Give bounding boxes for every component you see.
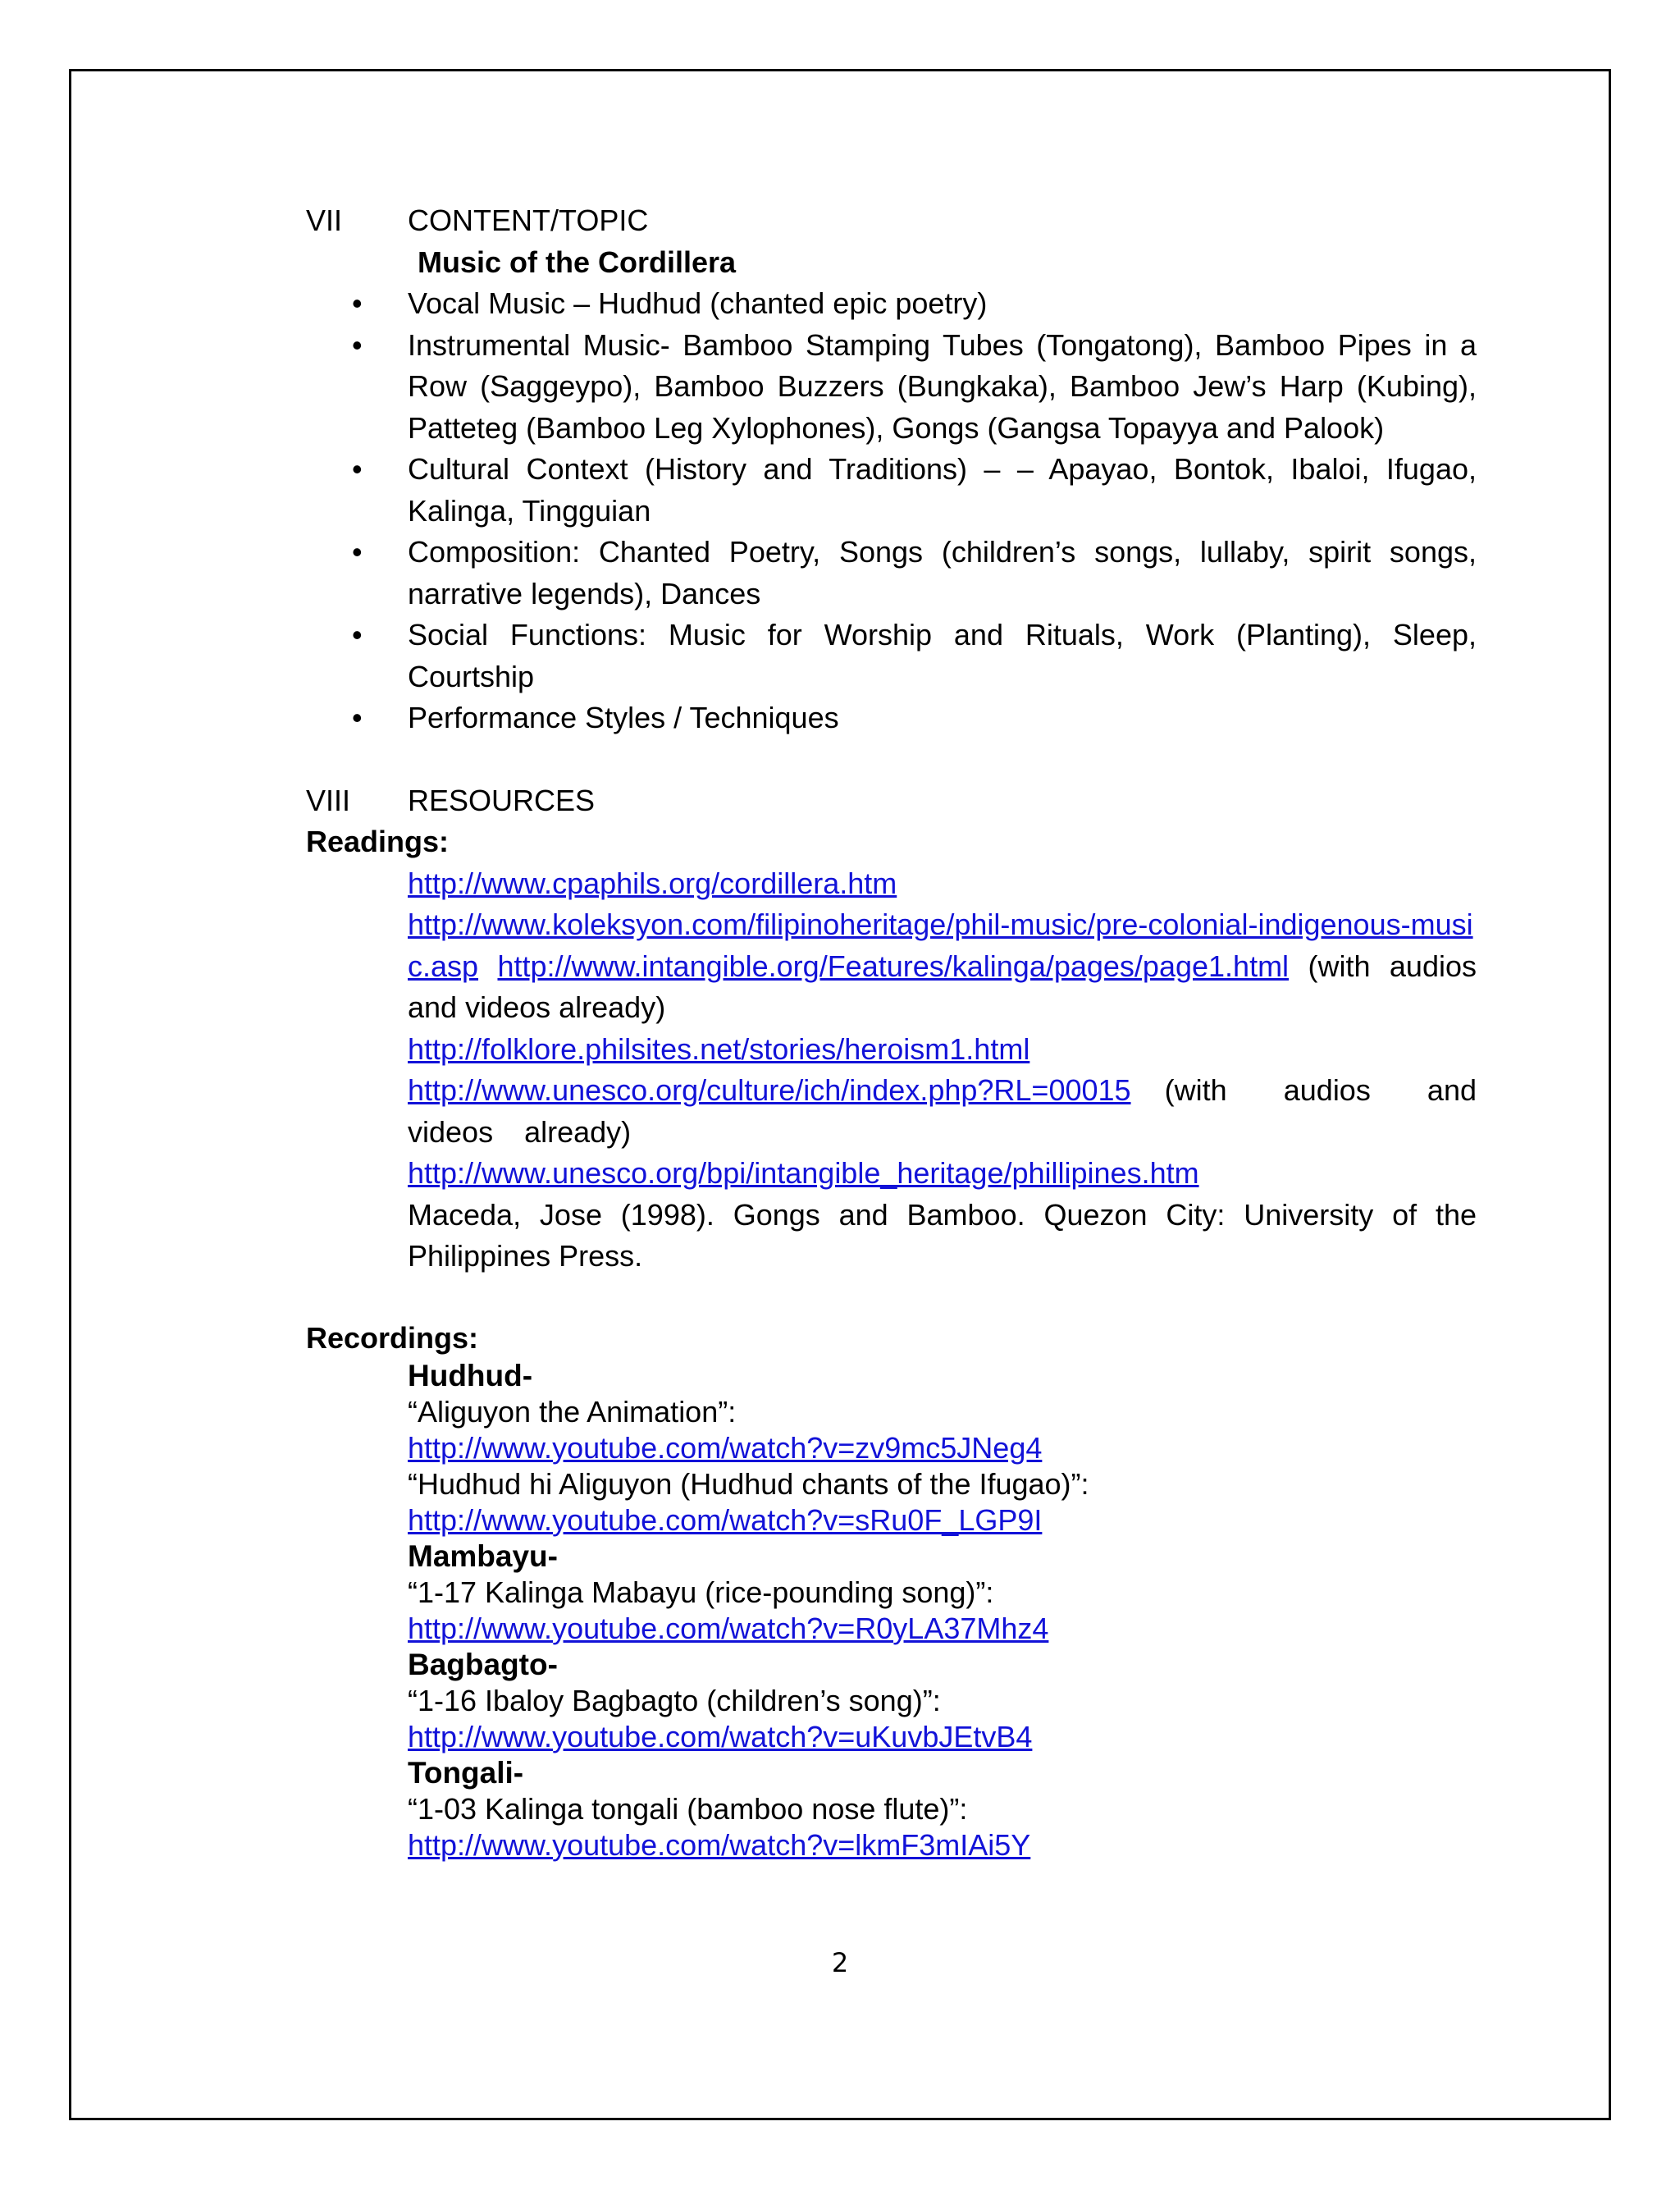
recording-group-title: Bagbagto- <box>408 1647 558 1681</box>
recording-link[interactable]: http://www.youtube.com/watch?v=lkmF3mIAi5Y <box>408 1827 1031 1862</box>
reading-link[interactable]: http://www.koleksyon.com/filipinoheritage/phil-music/pre-colonial-indigenous-music.asp <box>408 908 1473 983</box>
recording-title: “1-17 Kalinga Mabayu (rice-pounding song)”: <box>408 1575 994 1609</box>
topic-text: Instrumental Music- Bamboo Stamping Tubes (Tongatong), Bamboo Pipes in a Row (Saggeypo), Bamboo Buzzers (Bungkaka), Bamboo Jew’s Harp (Kubing), Patteteg (Bamboo Leg Xylophones), Gongs (Gangsa Topayya and Palook) <box>408 327 1477 445</box>
section-7-subtitle: Music of the Cordillera <box>418 245 737 279</box>
recording-group-title: Tongali- <box>408 1755 524 1790</box>
bullet-icon: • <box>352 618 363 652</box>
book-citation: Maceda, Jose (1998). Gongs and Bamboo. Quezon City: University of the Philippines Press. <box>408 1197 1477 1273</box>
section-7-number: VII <box>306 203 343 237</box>
topic-text: Social Functions: Music for Worship and Rituals, Work (Planting), Sleep, Courtship <box>408 618 1477 693</box>
reading-note: (with audios and videos already) <box>408 949 1477 1024</box>
page-number: 2 <box>831 1947 849 1978</box>
recording-link[interactable]: http://www.youtube.com/watch?v=R0yLA37Mhz4 <box>408 1611 1049 1645</box>
bullet-icon: • <box>352 327 363 362</box>
section-7-heading <box>306 200 1477 242</box>
reading-link[interactable]: http://www.unesco.org/bpi/intangible_heritage/phillipines.htm <box>408 1156 1199 1190</box>
topic-item <box>352 532 1477 615</box>
recording-title: “1-03 Kalinga tongali (bamboo nose flute)”: <box>408 1791 968 1826</box>
topic-item <box>352 325 1477 450</box>
topic-item <box>352 449 1477 532</box>
section-7-title: CONTENT/TOPIC <box>408 203 649 237</box>
recordings-list <box>306 1358 1477 1863</box>
recording-title: “Hudhud hi Aliguyon (Hudhud chants of the Ifugao)”: <box>408 1466 1089 1501</box>
topic-item <box>352 615 1477 697</box>
section-8-heading <box>306 780 1477 822</box>
topic-text: Composition: Chanted Poetry, Songs (children’s songs, lullaby, spirit songs, narrative legends), Dances <box>408 535 1477 610</box>
topic-text: Vocal Music – Hudhud (chanted epic poetry) <box>408 286 988 320</box>
reading-link[interactable]: http://www.cpaphils.org/cordillera.htm <box>408 866 897 900</box>
recording-group-title: Hudhud- <box>408 1358 533 1392</box>
bullet-icon: • <box>352 286 363 320</box>
topic-text: Performance Styles / Techniques <box>408 701 839 734</box>
recording-link[interactable]: http://www.youtube.com/watch?v=zv9mc5JNeg4 <box>408 1430 1043 1465</box>
reading-link[interactable]: http://folklore.philsites.net/stories/heroism1.html <box>408 1031 1030 1066</box>
recording-title: “Aliguyon the Animation”: <box>408 1394 737 1429</box>
recording-group-title: Mambayu- <box>408 1538 558 1573</box>
reading-note: (with audios and videos already) <box>408 1073 1477 1149</box>
topic-item <box>352 697 1477 739</box>
reading-link[interactable]: http://www.unesco.org/culture/ich/index.php?RL=00015 <box>408 1073 1131 1107</box>
section-8-number: VIII <box>306 783 351 817</box>
reading-link[interactable]: http://www.intangible.org/Features/kalinga/pages/page1.html <box>497 949 1290 983</box>
readings-label: Readings: <box>306 825 450 858</box>
topic-item <box>352 283 1477 325</box>
topic-list <box>306 283 1477 739</box>
bullet-icon: • <box>352 535 363 569</box>
bullet-icon: • <box>352 452 363 486</box>
readings-list <box>306 863 1477 1278</box>
document-content <box>306 200 1477 1863</box>
recording-link[interactable]: http://www.youtube.com/watch?v=uKuvbJEtvB4 <box>408 1719 1033 1753</box>
section-8-title: RESOURCES <box>408 783 596 817</box>
recording-title: “1-16 Ibaloy Bagbagto (children’s song)”: <box>408 1683 941 1717</box>
recordings-label: Recordings: <box>306 1320 479 1355</box>
recording-link[interactable]: http://www.youtube.com/watch?v=sRu0F_LGP9I <box>408 1502 1043 1537</box>
bullet-icon: • <box>352 701 363 734</box>
topic-text: Cultural Context (History and Traditions) – – Apayao, Bontok, Ibaloi, Ifugao, Kalinga, Tingguian <box>408 452 1477 528</box>
